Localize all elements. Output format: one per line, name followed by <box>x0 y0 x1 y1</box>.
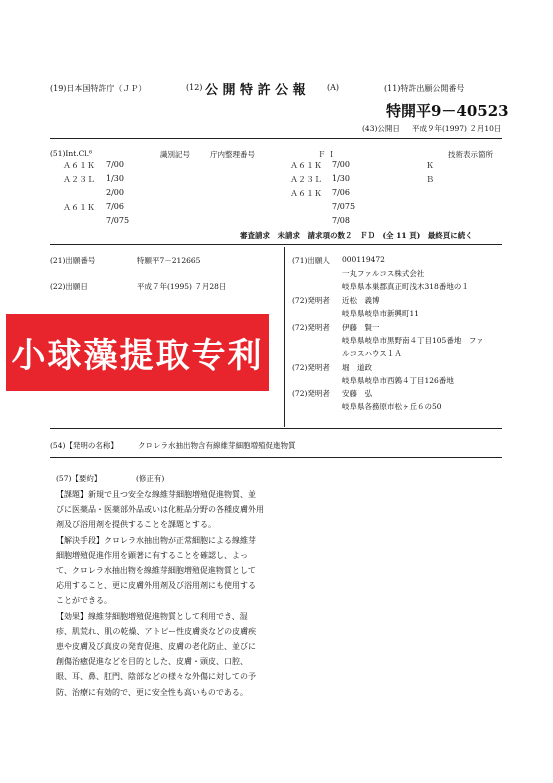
fi-sub: 7/00 <box>332 160 350 169</box>
applicant-number: 000119472 <box>342 255 385 264</box>
abstract-line: 防、治療に有効的で、更に安全性も高いものである。 <box>56 687 248 697</box>
abstract-body <box>56 487 264 700</box>
inventor-address: 岐阜県岐阜市新興町11 <box>342 309 420 318</box>
abstract-line: て、クロレラ水抽出物を線維芽細胞増殖促進物質として <box>56 566 256 576</box>
class-sub: 7/00 <box>106 160 124 169</box>
abstract-label: (57)【要約】 <box>56 474 102 483</box>
class-sub: 7/075 <box>106 216 130 225</box>
col-fi: Ｆ Ｉ <box>318 150 336 159</box>
examination-line: 審査請求 未請求 請求項の数２ ＦＤ (全 11 頁) 最終頁に続く <box>240 231 473 240</box>
fi-tech: Ｂ <box>426 175 434 184</box>
intcl-label: (51)Int.Cl.⁶ <box>50 149 93 158</box>
applicant-address: 岐阜県本巣郡真正町浅木318番地の１ <box>342 282 469 291</box>
banner-text: 小球藻提取专利 <box>11 336 264 376</box>
inventor-label: (72)発明者 <box>292 363 330 372</box>
filed-label: (22)出願日 <box>50 282 88 291</box>
class-cls: Ａ６１Ｋ <box>63 203 95 212</box>
applicant-name: 一丸ファルコス株式会社 <box>342 269 425 278</box>
class-sub: 1/30 <box>106 174 124 183</box>
title-rule <box>50 457 502 458</box>
inventor-name: 堀 道政 <box>342 363 372 372</box>
abstract-line: 応用すること、更に皮膚外用剤及び浴用剤にも使用する <box>56 581 256 591</box>
class-sub: 2/00 <box>106 188 124 197</box>
fi-cls: Ａ２３Ｌ <box>290 175 322 184</box>
pubno-label: (11)特許出願公開番号 <box>384 84 465 93</box>
abstract-line: 患や皮膚及び真皮の発育促進、皮膚の老化防止、並びに <box>56 642 256 652</box>
col-code: 識別記号 <box>160 150 190 159</box>
filing-date: 平成７年(1995) ７月28日 <box>137 282 227 291</box>
col-tech: 技術表示箇所 <box>448 150 493 159</box>
watermark-banner <box>6 314 269 391</box>
abstract-note: (修正有) <box>136 474 165 483</box>
publication-number: 特開平9－40523 <box>386 102 509 120</box>
pub-date-label: (43)公開日 <box>362 124 400 133</box>
abstract-line: 【効果】線維芽細胞増殖促進物質として利用でき、湿 <box>56 611 248 621</box>
inventor-label: (72)発明者 <box>292 296 330 305</box>
fi-sub: 1/30 <box>332 174 350 183</box>
office-name: (19)日本国特許庁（ＪＰ） <box>50 84 147 93</box>
abstract-line: ことができる。 <box>56 596 112 606</box>
inventor-name: 近松 義博 <box>342 296 380 305</box>
inventor-label: (72)発明者 <box>292 323 330 332</box>
col-office: 庁内整理番号 <box>210 150 255 159</box>
pub-date: 平成９年(1997) ２月10日 <box>412 124 502 133</box>
header-rule <box>50 138 502 139</box>
class-cls: Ａ６１Ｋ <box>63 161 95 170</box>
fi-cls: Ａ６１Ｋ <box>290 189 322 198</box>
inventor-name: 安藤 弘 <box>342 389 372 398</box>
inventor-address: ルコスハウス１Ａ <box>342 349 402 358</box>
abstract-line: 細胞増殖促進作用を顕著に有することを確認し、よっ <box>56 550 248 560</box>
inventor-label: (72)発明者 <box>292 389 330 398</box>
pub-type-code: (12) <box>186 83 203 92</box>
pub-type-title: 公 開 特 許 公 報 <box>205 83 306 98</box>
fi-cls: Ａ６１Ｋ <box>290 161 322 170</box>
inventor-name: 伊藤 賢一 <box>342 323 380 332</box>
pub-kind: (A) <box>327 83 340 92</box>
abstract-line: 剤及び浴用剤を提供することを課題とする。 <box>56 520 216 530</box>
column-divider <box>284 247 285 427</box>
fi-sub: 7/075 <box>332 202 356 211</box>
abstract-line: 疹、肌荒れ、肌の乾燥、アトピー性皮膚炎などの皮膚疾 <box>56 626 257 636</box>
appno-label: (21)出願番号 <box>50 256 96 265</box>
class-sub: 7/06 <box>106 202 124 211</box>
applicant-label: (71)出願人 <box>292 256 330 265</box>
classification-rule <box>50 244 502 245</box>
abstract-line: 【課題】新規で且つ安全な線維芽細胞増殖促進物質、並 <box>56 490 256 499</box>
abstract-line: びに医薬品・医薬部外品或いは化粧品分野の各種皮膚外用 <box>56 505 264 515</box>
fi-sub: 7/06 <box>332 188 350 197</box>
title-label: (54)【発明の名称】 <box>50 441 118 450</box>
abstract-line: 眼、耳、鼻、肛門、陰部などの様々な外傷に対しての予 <box>56 672 256 682</box>
application-number: 特願平7－212665 <box>137 256 201 265</box>
abstract-line: 創傷治癒促進などを目的とした、皮膚・頭皮、口腔、 <box>56 657 248 667</box>
fi-tech: Ｋ <box>426 161 434 170</box>
inventor-address: 岐阜県岐阜市黒野南４丁目105番地 ファ <box>342 336 484 345</box>
inventor-address: 岐阜県各務原市松ヶ丘６の50 <box>342 402 442 411</box>
inventor-address: 岐阜県岐阜市西鶉４丁目126番地 <box>342 376 454 385</box>
parties-rule <box>50 428 502 429</box>
class-cls: Ａ２３Ｌ <box>63 175 95 184</box>
abstract-line: 【解決手段】クロレラ水抽出物が正常細胞による線維芽 <box>56 535 256 545</box>
fi-sub: 7/08 <box>332 216 350 225</box>
invention-title: クロレラ水抽出物含有線維芽細胞増殖促進物質 <box>138 441 296 450</box>
